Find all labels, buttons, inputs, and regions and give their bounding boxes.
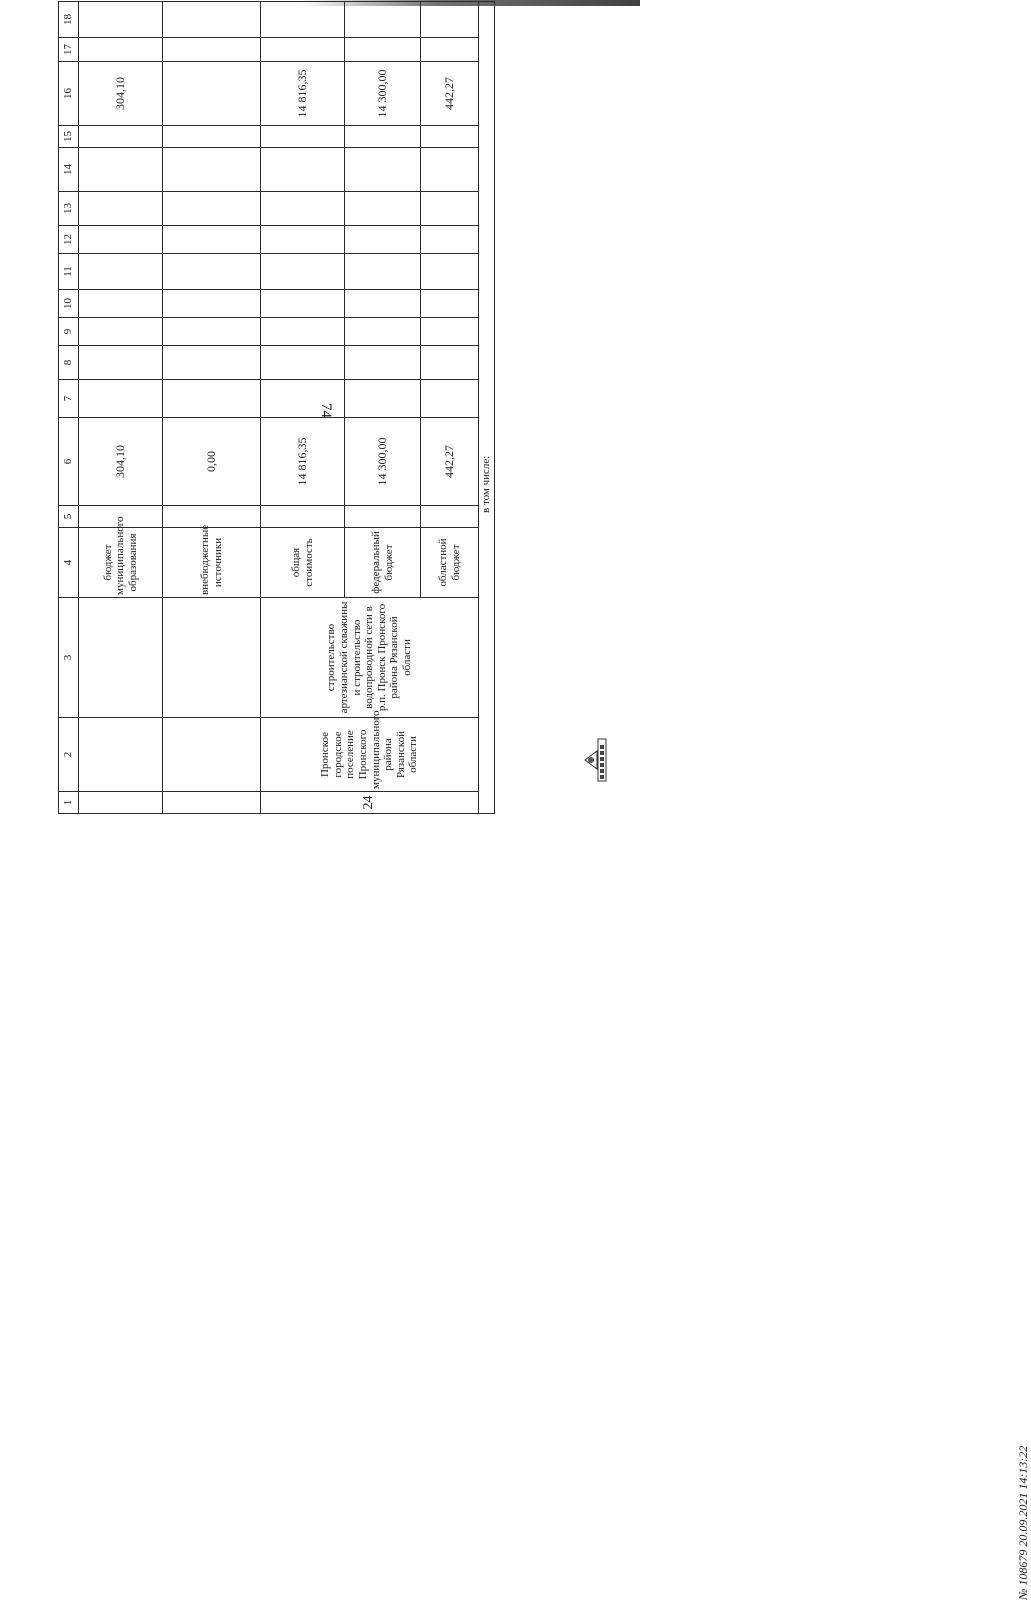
cell: [421, 506, 479, 528]
cell: [261, 318, 345, 346]
table-region: [58, 14, 492, 814]
cell: [345, 380, 421, 418]
cell: [421, 318, 479, 346]
col-header-2: 2: [59, 718, 79, 792]
col-header-4: 4: [59, 528, 79, 598]
cell: [79, 346, 163, 380]
source-row-total: [261, 2, 345, 814]
cell: [163, 2, 261, 38]
page-number: 74: [318, 403, 334, 418]
cell: [163, 598, 261, 718]
value-col6-total: 14 816,35: [261, 418, 345, 506]
cell: [163, 254, 261, 290]
cell: [79, 318, 163, 346]
col-header-3: 3: [59, 598, 79, 718]
cell: [79, 290, 163, 318]
cell: [345, 148, 421, 192]
cell: [79, 598, 163, 718]
cell: [163, 318, 261, 346]
cell: [163, 290, 261, 318]
cell: [261, 506, 345, 528]
cell: [79, 254, 163, 290]
cell: [163, 346, 261, 380]
cell: [421, 290, 479, 318]
cell: [421, 380, 479, 418]
source-label-federal: федеральный бюджет: [345, 528, 421, 598]
cell: [163, 506, 261, 528]
column-header-row: [59, 2, 79, 814]
value-col16-federal: 14 300,00: [345, 62, 421, 126]
col-header-14: 14: [59, 148, 79, 192]
cell: [261, 38, 345, 62]
col-header-10: 10: [59, 290, 79, 318]
value-col6-federal: 14 300,00: [345, 418, 421, 506]
cell: [261, 346, 345, 380]
source-label-municipal: бюджет муниципального образования: [79, 528, 163, 598]
budget-table: [58, 1, 495, 814]
cell: [345, 506, 421, 528]
source-label-extrabudget: внебюджетные источники: [163, 528, 261, 598]
col-header-12: 12: [59, 226, 79, 254]
emblem-logo-icon: [580, 737, 608, 783]
cell: [421, 254, 479, 290]
cell: [421, 192, 479, 226]
cell: [345, 254, 421, 290]
source-label-regional: областной бюджет: [421, 528, 479, 598]
cell: [345, 38, 421, 62]
col-header-17: 17: [59, 38, 79, 62]
cell: [261, 254, 345, 290]
cell: [345, 318, 421, 346]
col-header-7: 7: [59, 380, 79, 418]
source-row-extrabudget: [163, 2, 261, 814]
value-col6-extrabudget: 0,00: [163, 418, 261, 506]
source-label-total: общая стоимость: [261, 528, 345, 598]
cell: [79, 38, 163, 62]
including-row: [479, 2, 495, 814]
cell: [163, 380, 261, 418]
cell: [261, 2, 345, 38]
col-header-9: 9: [59, 318, 79, 346]
rotated-table-container: [58, 14, 492, 814]
cell: [79, 792, 163, 814]
cell: [421, 38, 479, 62]
cell: [163, 126, 261, 148]
col-header-16: 16: [59, 62, 79, 126]
cell: [163, 38, 261, 62]
value-col16-municipal: 304,10: [79, 62, 163, 126]
cell: [261, 226, 345, 254]
source-row-municipal: [79, 2, 163, 814]
cell: [261, 148, 345, 192]
cell: [345, 290, 421, 318]
cell: [163, 226, 261, 254]
cell: [345, 226, 421, 254]
cell: [421, 346, 479, 380]
municipality-name: Пронское городское поселение Пронского муниципального района Рязанской области: [261, 718, 479, 792]
cell: [261, 380, 345, 418]
object-description: строительство артезианской скважины и строительство водопроводной сети в р.п. Пронск Пронского района Рязанской области: [261, 598, 479, 718]
col-header-1: 1: [59, 792, 79, 814]
cell: [421, 226, 479, 254]
col-header-5: 5: [59, 506, 79, 528]
cell: [79, 380, 163, 418]
cell: [79, 148, 163, 192]
cell: [79, 2, 163, 38]
cell: [79, 192, 163, 226]
cell: [261, 126, 345, 148]
value-col16-regional: 442,27: [421, 62, 479, 126]
col-header-15: 15: [59, 126, 79, 148]
value-col6-regional: 442,27: [421, 418, 479, 506]
col-header-6: 6: [59, 418, 79, 506]
cell: [345, 346, 421, 380]
col-header-18: 18: [59, 2, 79, 38]
including-label: в том числе:: [479, 2, 495, 814]
value-col16-extrabudget: [163, 62, 261, 126]
cell: [421, 2, 479, 38]
cell: [345, 192, 421, 226]
col-header-13: 13: [59, 192, 79, 226]
cell: [163, 792, 261, 814]
row-number: 24: [261, 792, 479, 814]
cell: [421, 126, 479, 148]
cell: [163, 192, 261, 226]
cell: [261, 290, 345, 318]
cell: [79, 126, 163, 148]
document-stamp: № 108679 20.09.2021 14:13:22: [1016, 1445, 1030, 1600]
value-col16-total: 14 816,35: [261, 62, 345, 126]
cell: [421, 148, 479, 192]
cell: [345, 2, 421, 38]
cell: [163, 148, 261, 192]
cell: [79, 718, 163, 792]
value-col6-municipal: 304,10: [79, 418, 163, 506]
cell: [163, 718, 261, 792]
cell: [261, 192, 345, 226]
col-header-11: 11: [59, 254, 79, 290]
cell: [345, 126, 421, 148]
col-header-8: 8: [59, 346, 79, 380]
cell: [79, 226, 163, 254]
